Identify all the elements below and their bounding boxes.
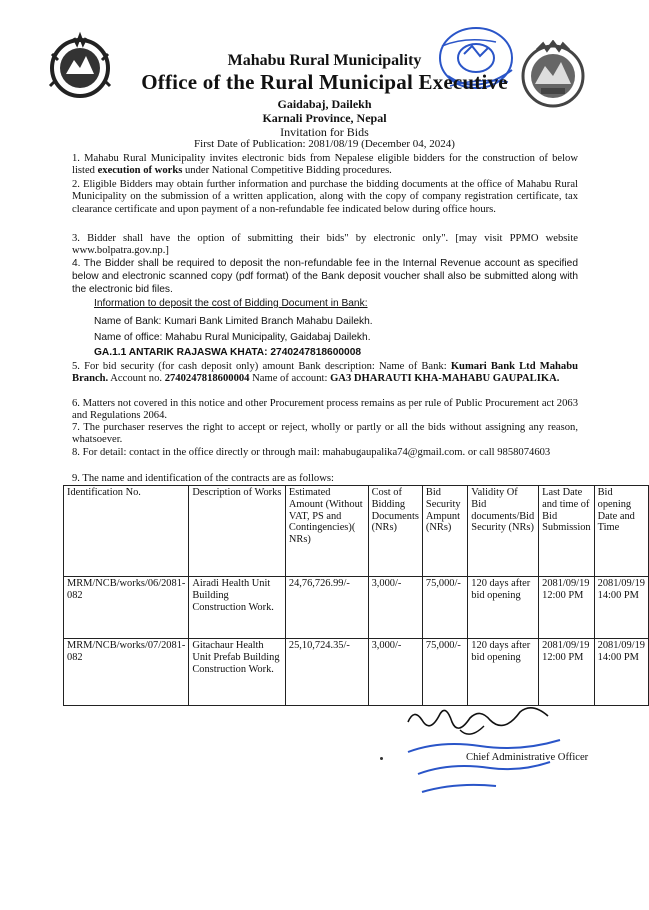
bank-account-khata: GA.1.1 ANTARIK RAJASWA KHATA: 2740247818600008: [94, 347, 362, 358]
cell-cost-of-documents: 3,000/-: [368, 639, 422, 706]
paragraph-8: 8. For detail: contact in the office directly or through mail: mahabugaupalika74@gmail.com. or call 9858074603: [72, 447, 551, 458]
cell-bid-opening: 2081/09/19 14:00 PM: [594, 577, 648, 639]
paragraph-2: 2. Eligible Bidders may obtain further information and purchase the bidding documents at the office of Mahabu Rural Municipality on the submission of a written application, along with the copy of company registration certificate, tax clearance certificate and upon payment of a non-refundable fee indicated below during office hours.: [72, 179, 578, 215]
notice-title: Invitation for Bids: [280, 125, 369, 139]
paragraph-1: 1. Mahabu Rural Municipality invites electronic bids from Nepalese eligible bidders for the construction of below listed execution of works under National Competitive Bidding procedures.: [72, 153, 578, 177]
bank-office: Name of office: Mahabu Rural Municipality, Gaidabaj Dailekh.: [94, 332, 371, 343]
contracts-table: [63, 485, 649, 706]
paragraph-9: 9. The name and identification of the contracts are as follows:: [72, 473, 334, 484]
address-line-2: Karnali Province, Nepal: [262, 111, 387, 125]
cell-bid-security: 75,000/-: [422, 639, 467, 706]
header-identification: Identification No.: [64, 486, 189, 577]
header-last-date: Last Date and time of Bid Submission: [539, 486, 595, 577]
municipality-name: Mahabu Rural Municipality: [227, 52, 422, 69]
cell-identification: MRM/NCB/works/06/2081-082: [64, 577, 189, 639]
address-line-1: Gaidabaj, Dailekh: [277, 97, 372, 111]
header-validity: Validity Of Bid documents/Bid Security (NRs): [468, 486, 539, 577]
header-bid-opening: Bid opening Date and Time: [594, 486, 648, 577]
table-row: [64, 577, 649, 639]
paragraph-3: 3. Bidder shall have the option of submitting their bids" by electronic only". [may visit PPMO website www.bolpatra.gov.np.]: [72, 233, 578, 257]
table-header-row: [64, 486, 649, 577]
cell-description: Airadi Health Unit Building Construction Work.: [189, 577, 286, 639]
signatory-title: Chief Administrative Officer: [466, 752, 589, 763]
bank-info-heading: Information to deposit the cost of Bidding Document in Bank:: [94, 298, 368, 309]
cell-estimated-amount: 24,76,726.99/-: [285, 577, 368, 639]
ink-dot: [380, 757, 383, 760]
cell-bid-opening: 2081/09/19 14:00 PM: [594, 639, 648, 706]
cell-bid-security: 75,000/-: [422, 577, 467, 639]
cell-last-date: 2081/09/19 12:00 PM: [539, 577, 595, 639]
cell-validity: 120 days after bid opening: [468, 639, 539, 706]
table-row: [64, 639, 649, 706]
header-cost-of-documents: Cost of Bidding Documents (NRs): [368, 486, 422, 577]
header-bid-security: Bid Security Ampunt (NRs): [422, 486, 467, 577]
bank-name: Name of Bank: Kumari Bank Limited Branch Mahabu Dailekh.: [94, 316, 373, 327]
publication-date: First Date of Publication: 2081/08/19 (December 04, 2024): [194, 138, 455, 150]
paragraph-7: 7. The purchaser reserves the right to accept or reject, wholly or partly or all the bids without assigning any reason, whatsoever.: [72, 422, 578, 446]
header-estimated-amount: Estimated Amount (Without VAT, PS and Contingencies)( NRs): [285, 486, 368, 577]
office-title: Office of the Rural Municipal Executive: [141, 70, 508, 94]
paragraph-4: 4. The Bidder shall be required to deposit the non-refundable fee in the Internal Revenue account as specified below and electronic scanned copy (pdf format) of the Bank deposit voucher shall also be submitted along with the electronic bid files.: [72, 258, 578, 295]
cell-identification: MRM/NCB/works/07/2081-082: [64, 639, 189, 706]
cell-validity: 120 days after bid opening: [468, 577, 539, 639]
handwritten-signature-icon: [400, 700, 570, 800]
paragraph-5: 5. For bid security (for cash deposit only) amount Bank description: Name of Bank: Kumari Bank Ltd Mahabu Branch. Account no. 2740247818600004 Name of account: GA3 DHARAUTI KHA-MAHABU GAUPALIKA.: [72, 361, 579, 385]
cell-cost-of-documents: 3,000/-: [368, 577, 422, 639]
cell-estimated-amount: 25,10,724.35/-: [285, 639, 368, 706]
cell-last-date: 2081/09/19 12:00 PM: [539, 639, 595, 706]
paragraph-6: 6. Matters not covered in this notice and other Procurement process remains as per rule of Public Procurement act 2063 and Regulations 2064.: [72, 398, 578, 422]
cell-description: Gitachaur Health Unit Prefab Building Construction Work.: [189, 639, 286, 706]
header-description: Description of Works: [189, 486, 286, 577]
